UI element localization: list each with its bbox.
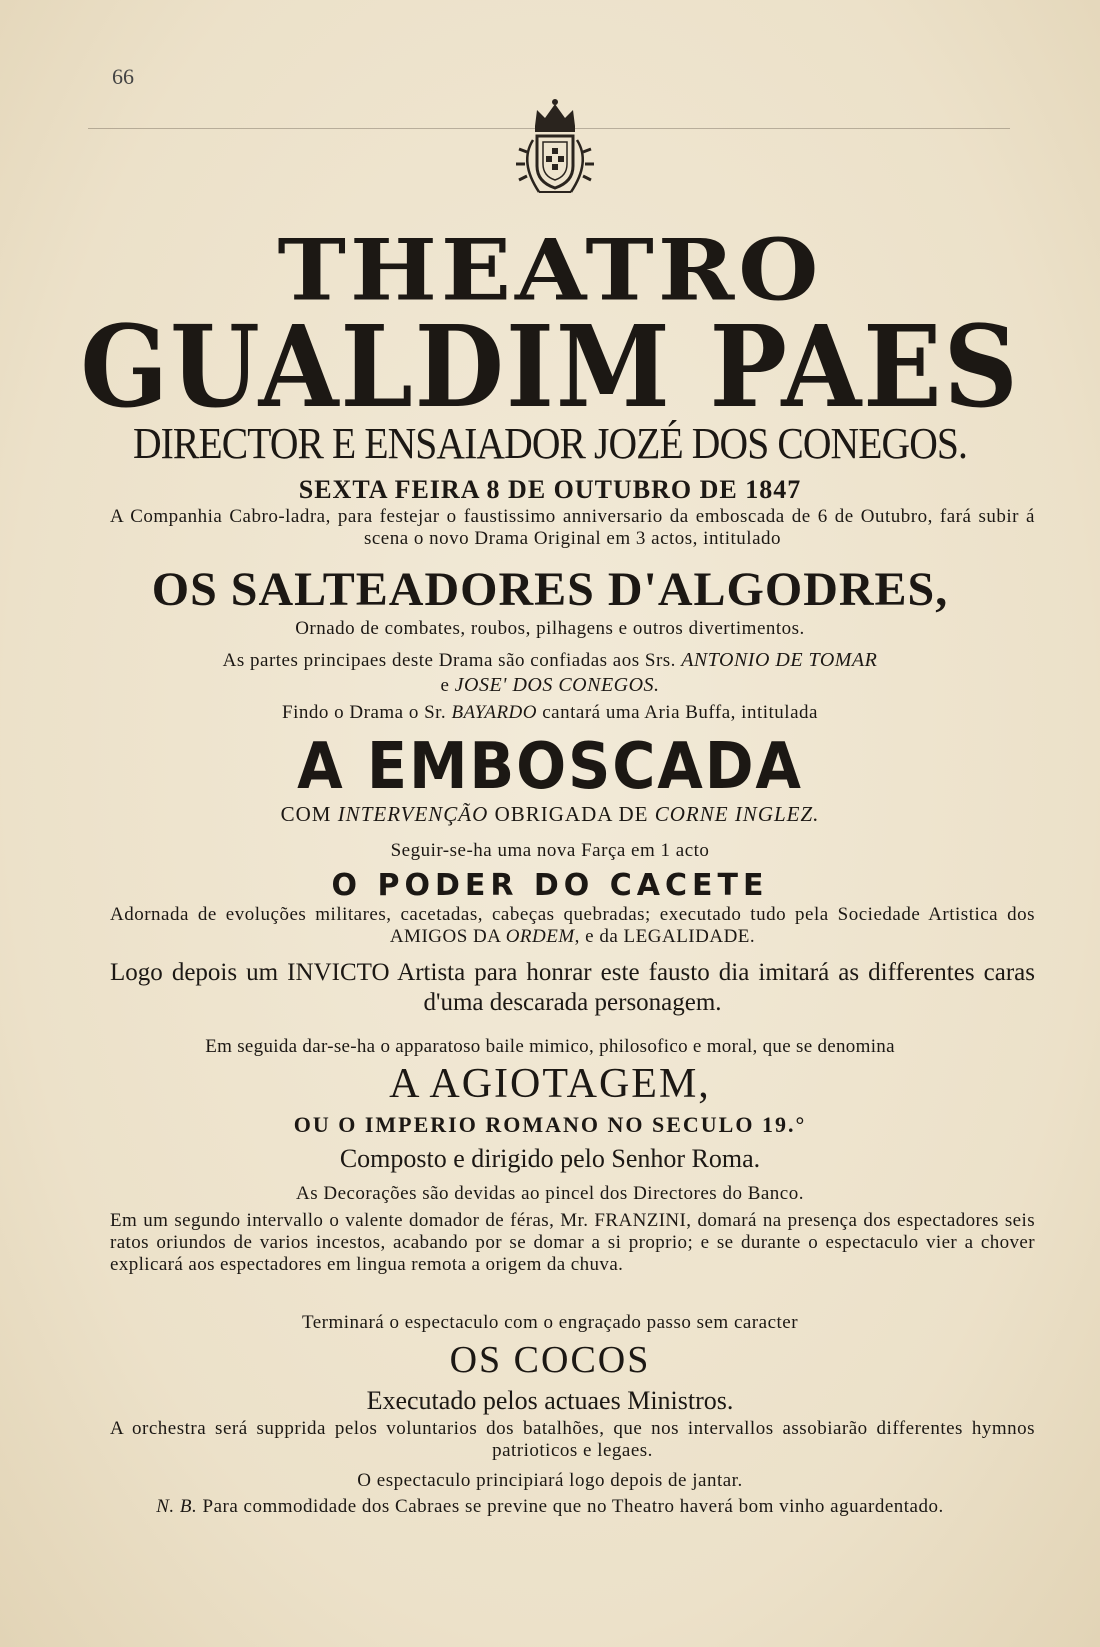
cast-name-2: JOSE' DOS CONEGOS. <box>454 674 660 696</box>
page-number: 66 <box>112 64 134 89</box>
drama-cast <box>0 648 1100 698</box>
finale-title: OS COCOS <box>449 1339 651 1381</box>
drama-title: OS SALTEADORES D'ALGODRES, <box>151 563 949 616</box>
aria-prefix: Findo o Drama o Sr. <box>282 702 447 723</box>
ballet-subtitle: OU O IMPERIO ROMANO NO SECULO 19.° <box>293 1112 807 1137</box>
aria-title: A EMBOSCADA <box>297 730 803 804</box>
nb-note <box>0 1496 1100 1518</box>
ballet-title: A AGIOTAGEM, <box>389 1061 711 1107</box>
cast-join: e <box>440 675 450 696</box>
nb-text: Para commodidade dos Cabraes se previne que no Theatro haverá bom vinho aguardentado. <box>202 1496 944 1517</box>
ballet-composed: Composto e dirigido pelo Senhor Roma. <box>339 1144 761 1173</box>
ballet-intro: Em seguida dar-se-ha o apparatoso baile mimico, philosofico e moral, que se denomina <box>205 1036 895 1057</box>
royal-crest-icon <box>505 96 605 204</box>
cast-name-1: ANTONIO DE TOMAR <box>681 649 878 671</box>
interval-paragraph: Em um segundo intervallo o valente domador de féras, Mr. FRANZINI, domará na presença dos espectadores seis ratos oriundos de varios incestos, acabando por se domar a si proprio; e se durante o espectaculo vier a chover explicará aos espectadores em lingua remota a origem da chuva. <box>110 1210 1035 1275</box>
farce-intro: Seguir-se-ha uma nova Farça em 1 acto <box>390 840 710 861</box>
start-note: O espectaculo principiará logo depois de jantar. <box>357 1470 743 1491</box>
farce-description <box>110 904 1035 948</box>
farce-desc-b: , e da LEGALIDADE. <box>574 926 756 947</box>
header-date: SEXTA FEIRA 8 DE OUTUBRO DE 1847 <box>298 475 802 504</box>
farce-desc-italic: ORDEM <box>505 926 575 947</box>
nb-label: N. B. <box>156 1496 198 1517</box>
farce-desc-a: Adornada de evoluções militares, cacetadas, cabeças quebradas; executado tudo pela Sociedade Artistica dos AMIGOS DA <box>110 904 1035 947</box>
orchestra-paragraph: A orchestra será supprida pelos voluntarios dos batalhões, que nos intervallos assobiarão differentes hymnos patrioticos e legaes. <box>110 1418 1035 1461</box>
aria-with-pre: COM <box>280 802 332 826</box>
drama-subtitle: Ornado de combates, roubos, pilhagens e outros divertimentos. <box>295 618 805 639</box>
aria-accompaniment <box>0 802 1100 827</box>
artist-paragraph: Logo depois um INVICTO Artista para honrar este fausto dia imitará as differentes caras d'uma descarada personagem. <box>110 959 1035 1016</box>
aria-with-mid: OBRIGADA DE <box>494 802 649 826</box>
header-theatro: THEATRO <box>277 220 823 320</box>
intro-paragraph: A Companhia Cabro-ladra, para festejar o faustissimo anniversario da emboscada de 6 de Outubro, fará subir á scena o novo Drama Original em 3 actos, intitulado <box>110 506 1035 549</box>
header-theatre-name: GUALDIM PAES <box>80 302 1020 433</box>
ballet-decor: As Decorações são devidas ao pincel dos Directores do Banco. <box>295 1183 804 1204</box>
aria-with-italic-2: CORNE INGLEZ. <box>654 802 820 826</box>
header-director: DIRECTOR E ENSAIADOR JOZÉ DOS CONEGOS. <box>132 419 968 468</box>
finale-intro: Terminará o espectaculo com o engraçado passo sem caracter <box>301 1312 799 1333</box>
aria-suffix: cantará uma Aria Buffa, intitulada <box>542 702 818 723</box>
aria-singer: BAYARDO <box>451 702 537 723</box>
aria-intro <box>0 702 1100 724</box>
cast-prefix: As partes principaes deste Drama são confiadas aos Srs. <box>222 650 676 671</box>
aria-with-italic-1: INTERVENÇÃO <box>337 802 489 826</box>
farce-title: O PODER DO CACETE <box>331 868 769 903</box>
finale-performed: Executado pelos actuaes Ministros. <box>366 1386 734 1415</box>
